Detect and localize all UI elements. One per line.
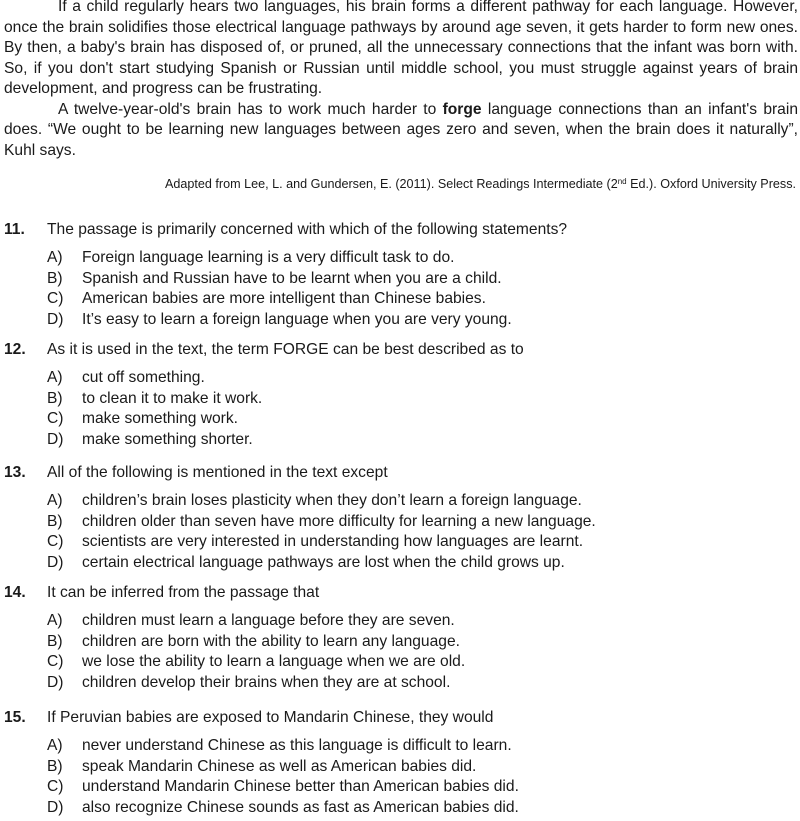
answer-option-c: [4, 532, 794, 553]
passage-paragraph-2: [4, 100, 798, 162]
answer-option-b: [4, 389, 794, 410]
answer-option-a: [4, 736, 794, 757]
reading-passage: [4, 0, 798, 161]
option-letter: D): [47, 553, 64, 571]
question-13: [4, 463, 794, 573]
option-letter: D): [47, 673, 64, 691]
option-text: cut off something.: [82, 369, 205, 386]
option-text: Spanish and Russian have to be learnt when you are a child.: [82, 269, 502, 287]
option-letter: C): [47, 410, 64, 427]
answer-options: [4, 611, 794, 693]
option-text: make something work.: [82, 410, 238, 427]
option-text: certain electrical language pathways are lost when the child grows up.: [82, 553, 565, 571]
option-letter: C): [47, 653, 64, 670]
question-stem: [4, 463, 794, 487]
passage-bold-word: forge: [442, 100, 482, 118]
option-text: make something shorter.: [82, 430, 253, 448]
answer-option-d: [4, 673, 794, 694]
citation-text-after: Ed.). Oxford University Press.: [626, 177, 796, 191]
option-letter: D): [47, 798, 64, 816]
answer-option-c: [4, 777, 794, 798]
option-letter: B): [47, 632, 63, 650]
answer-option-a: [4, 248, 794, 269]
question-number: 14.: [4, 584, 26, 601]
option-letter: B): [47, 389, 63, 407]
option-text: children must learn a language before they are seven.: [82, 612, 455, 629]
option-letter: B): [47, 757, 63, 775]
option-text: we lose the ability to learn a language when we are old.: [82, 653, 466, 670]
question-text: The passage is primarily concerned with which of the following statements?: [47, 221, 568, 238]
option-letter: D): [47, 310, 64, 328]
answer-option-d: [4, 553, 794, 574]
answer-options: [4, 736, 794, 818]
option-text: Foreign language learning is a very difficult task to do.: [82, 249, 455, 266]
option-letter: A): [47, 612, 63, 629]
option-letter: C): [47, 533, 64, 550]
answer-option-b: [4, 632, 794, 653]
option-letter: A): [47, 737, 63, 754]
question-stem: [4, 340, 794, 364]
question-number: 12.: [4, 341, 26, 358]
option-text: understand Mandarin Chinese better than American babies did.: [82, 778, 519, 795]
option-letter: D): [47, 430, 64, 448]
question-text: If Peruvian babies are exposed to Mandarin Chinese, they would: [47, 709, 494, 726]
option-text: children develop their brains when they are at school.: [82, 673, 451, 691]
option-letter: A): [47, 249, 63, 266]
answer-option-b: [4, 269, 794, 290]
answer-option-d: [4, 798, 794, 819]
answer-option-b: [4, 512, 794, 533]
question-number: 13.: [4, 464, 26, 481]
citation-text-before: Adapted from Lee, L. and Gundersen, E. (2011). Select Readings Intermediate (2: [165, 177, 618, 191]
option-letter: C): [47, 290, 64, 307]
question-stem: [4, 583, 794, 607]
answer-options: [4, 368, 794, 450]
passage-p2-text-before: A twelve-year-old's brain has to work much harder to: [58, 100, 443, 118]
answer-option-a: [4, 491, 794, 512]
option-text: children are born with the ability to learn any language.: [82, 632, 460, 650]
option-text: American babies are more intelligent than Chinese babies.: [82, 290, 486, 307]
option-text: scientists are very interested in understanding how languages are learnt.: [82, 533, 584, 550]
answer-option-c: [4, 289, 794, 310]
option-text: children older than seven have more difficulty for learning a new language.: [82, 512, 596, 530]
question-number: 11.: [4, 221, 25, 238]
option-letter: A): [47, 369, 63, 386]
question-14: [4, 583, 794, 693]
question-stem: [4, 708, 794, 732]
source-citation: [156, 176, 796, 193]
option-letter: C): [47, 778, 64, 795]
question-text: It can be inferred from the passage that: [47, 584, 320, 601]
answer-option-c: [4, 409, 794, 430]
answer-option-a: [4, 368, 794, 389]
answer-option-a: [4, 611, 794, 632]
answer-option-d: [4, 310, 794, 331]
question-text: As it is used in the text, the term FORGE can be best described as to: [47, 341, 524, 358]
option-text: also recognize Chinese sounds as fast as American babies did.: [82, 798, 519, 816]
question-15: [4, 708, 794, 818]
passage-paragraph-1: If a child regularly hears two languages, his brain forms a different pathway for each language. However, once the brain solidifies those electrical language pathways by around age seven, it gets harder to form new ones. By then, a baby's brain has disposed of, or pruned, all the unnecessary connections that the infant was born with. So, if you don't start studying Spanish or Russian until middle school, you must struggle against years of brain development, and progress can be frustrating.: [4, 0, 798, 97]
answer-options: [4, 248, 794, 330]
option-text: never understand Chinese as this language is difficult to learn.: [82, 737, 512, 754]
option-letter: B): [47, 269, 63, 287]
answer-option-d: [4, 430, 794, 451]
question-stem: [4, 220, 794, 244]
citation-superscript: nd: [617, 177, 627, 186]
question-number: 15.: [4, 709, 26, 726]
option-text: speak Mandarin Chinese as well as American babies did.: [82, 757, 477, 775]
option-text: to clean it to make it work.: [82, 389, 263, 407]
option-text: children’s brain loses plasticity when they don’t learn a foreign language.: [82, 492, 582, 509]
passage-p2-text-after: language connections than an infant's brain does. “We ought to be learning new languages between ages zero and seven, when the brain does it naturally”, Kuhl says.: [4, 100, 798, 159]
question-12: [4, 340, 794, 450]
question-11: [4, 220, 794, 330]
option-letter: B): [47, 512, 63, 530]
option-letter: A): [47, 492, 63, 509]
option-text: It’s easy to learn a foreign language when you are very young.: [82, 310, 512, 328]
question-text: All of the following is mentioned in the text except: [47, 464, 388, 481]
answer-option-c: [4, 652, 794, 673]
answer-options: [4, 491, 794, 573]
answer-option-b: [4, 757, 794, 778]
